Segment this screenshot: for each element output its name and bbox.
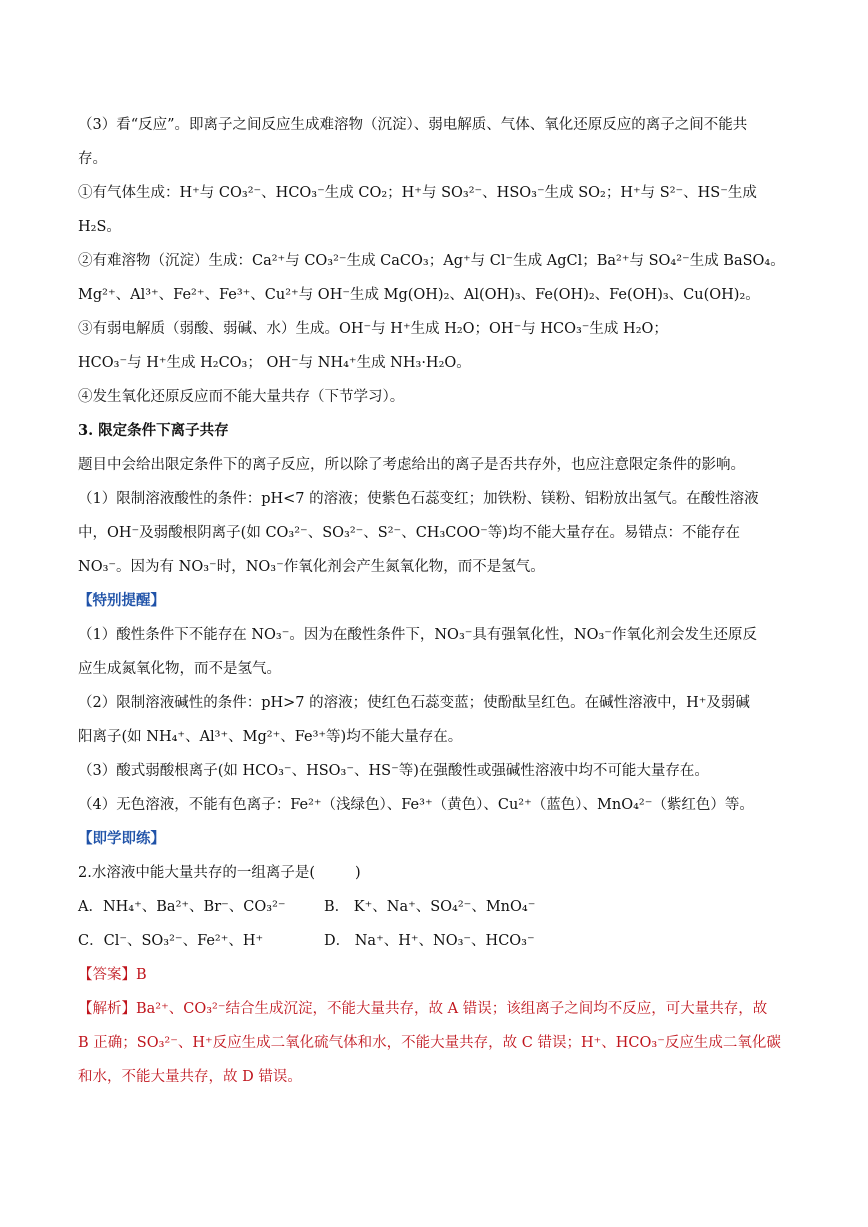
special-reminder-heading: 【特别提醒】 (78, 592, 165, 609)
option-d: D． Na⁺、H⁺、NO₃⁻、HCO₃⁻ (324, 933, 535, 949)
option-row (78, 890, 798, 924)
paragraph-line: （1）限制溶液酸性的条件：pH<7 的溶液；使紫色石蕊变红；加铁粉、镁粉、铝粉放出氢气。在酸性溶液 (78, 491, 759, 507)
paragraph-line: NO₃⁻。因为有 NO₃⁻时，NO₃⁻作氧化剂会产生氮氧化物，而不是氢气。 (78, 559, 545, 575)
paragraph-line: Mg²⁺、Al³⁺、Fe²⁺、Fe³⁺、Cu²⁺与 OH⁻生成 Mg(OH)₂、Al(OH)₃、Fe(OH)₂、Fe(OH)₃、Cu(OH)₂。 (78, 287, 760, 303)
paragraph-line: （3）酸式弱酸根离子(如 HCO₃⁻、HSO₃⁻、HS⁻等)在强酸性或强碱性溶液中均不可能大量存在。 (78, 763, 709, 779)
paragraph-line: 中，OH⁻及弱酸根阴离子(如 CO₃²⁻、SO₃²⁻、S²⁻、CH₃COO⁻等)均不能大量存在。易错点：不能存在 (78, 525, 740, 541)
paragraph-line: 存。 (78, 151, 107, 167)
option-row (78, 924, 798, 958)
paragraph-line: （3）看“反应”。即离子之间反应生成难溶物（沉淀）、弱电解质、气体、氧化还原反应的离子之间不能共 (78, 117, 748, 133)
paragraph-line: 应生成氮氧化物，而不是氢气。 (78, 661, 281, 677)
paragraph-line: ③有弱电解质（弱酸、弱碱、水）生成。OH⁻与 H⁺生成 H₂O；OH⁻与 HCO₃⁻生成 H₂O； (78, 321, 668, 337)
option-b: B． K⁺、Na⁺、SO₄²⁻、MnO₄⁻ (324, 899, 536, 915)
paragraph-line: （1）酸性条件下不能存在 NO₃⁻。因为在酸性条件下，NO₃⁻具有强氧化性，NO₃⁻作氧化剂会发生还原反 (78, 627, 757, 643)
paragraph-line: H₂S。 (78, 219, 121, 235)
paragraph-line: HCO₃⁻与 H⁺生成 H₂CO₃； OH⁻与 NH₄⁺生成 NH₃·H₂O。 (78, 355, 471, 371)
explanation-line: 和水，不能大量共存，故 D 错误。 (78, 1069, 302, 1085)
paragraph-line: ④发生氧化还原反应而不能大量共存（下节学习）。 (78, 389, 405, 405)
question-text: 2.水溶液中能大量共存的一组离子是( (78, 865, 315, 881)
document-page (78, 108, 798, 1094)
explanation-line: B 正确；SO₃²⁻、H⁺反应生成二氧化硫气体和水，不能大量共存，故 C 错误；H⁺、HCO₃⁻反应生成二氧化碳 (78, 1035, 781, 1051)
option-a: A．NH₄⁺、Ba²⁺、Br⁻、CO₃²⁻ (78, 899, 286, 915)
explanation-line: 【解析】Ba²⁺、CO₃²⁻结合生成沉淀，不能大量共存，故 A 错误；该组离子之间均不反应，可大量共存，故 (78, 1001, 768, 1017)
paragraph-line: （2）限制溶液碱性的条件：pH>7 的溶液；使红色石蕊变蓝；使酚酞呈红色。在碱性溶液中，H⁺及弱碱 (78, 695, 750, 711)
paragraph-line: 阳离子(如 NH₄⁺、Al³⁺、Mg²⁺、Fe³⁺等)均不能大量存在。 (78, 729, 463, 745)
question-close-paren: ) (355, 865, 361, 881)
paragraph-line: 题目中会给出限定条件下的离子反应，所以除了考虑给出的离子是否共存外，也应注意限定条件的影响。 (78, 457, 745, 473)
answer-line: 【答案】B (78, 967, 147, 983)
paragraph-line: ①有气体生成：H⁺与 CO₃²⁻、HCO₃⁻生成 CO₂；H⁺与 SO₃²⁻、HSO₃⁻生成 SO₂；H⁺与 S²⁻、HS⁻生成 (78, 185, 757, 201)
practice-heading: 【即学即练】 (78, 830, 165, 847)
paragraph-line: ②有难溶物（沉淀）生成：Ca²⁺与 CO₃²⁻生成 CaCO₃；Ag⁺与 Cl⁻生成 AgCl；Ba²⁺与 SO₄²⁻生成 BaSO₄。 (78, 253, 785, 269)
section-heading: 3. 限定条件下离子共存 (78, 422, 229, 439)
option-c: C．Cl⁻、SO₃²⁻、Fe²⁺、H⁺ (78, 933, 264, 949)
question-stem (78, 856, 798, 890)
paragraph-line: （4）无色溶液，不能有色离子：Fe²⁺（浅绿色）、Fe³⁺（黄色）、Cu²⁺（蓝色）、MnO₄²⁻（紫红色）等。 (78, 797, 754, 813)
